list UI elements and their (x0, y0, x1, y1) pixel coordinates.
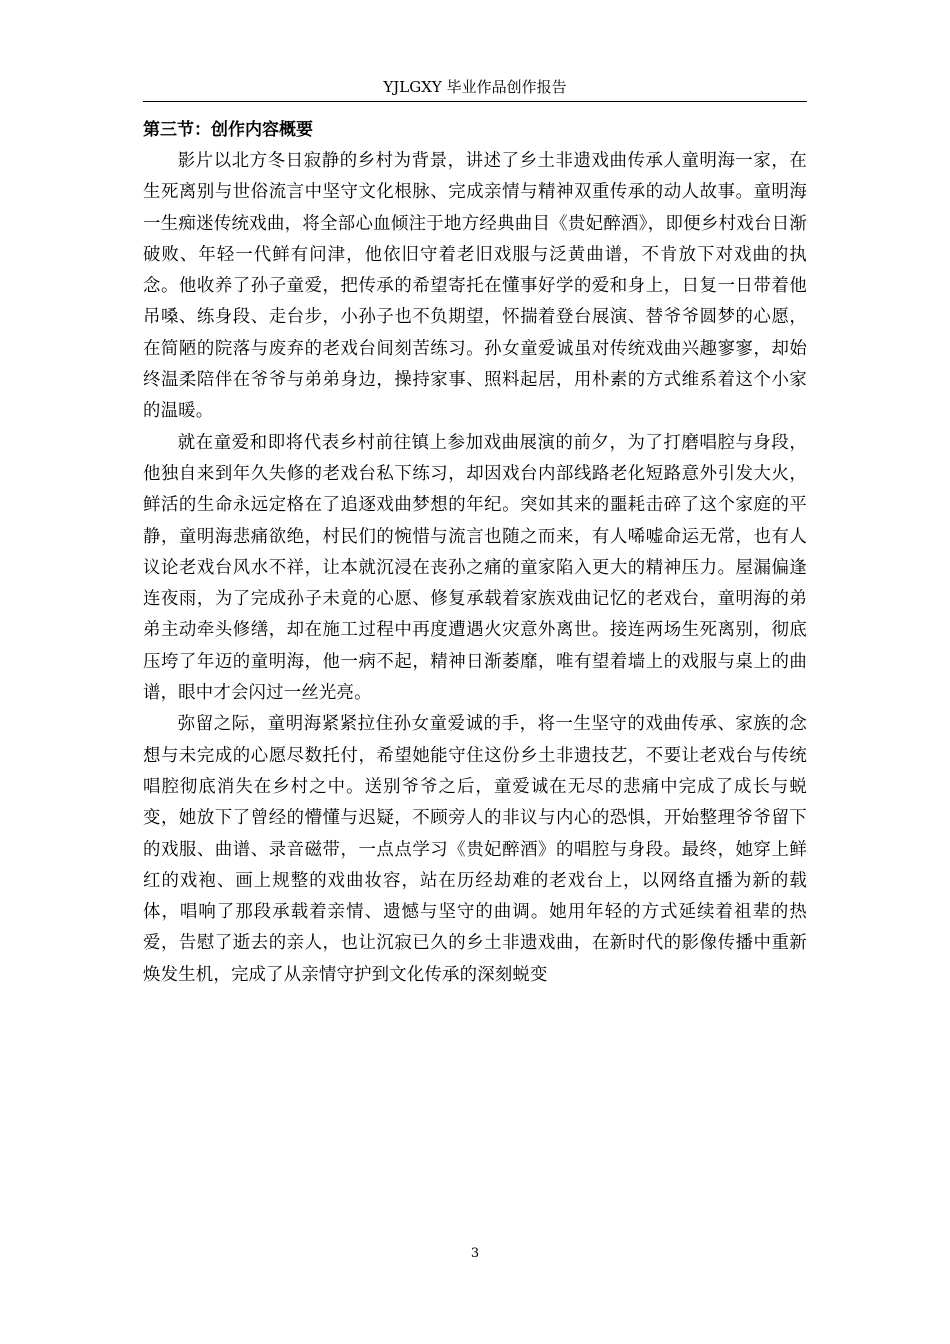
section-title: 第三节：创作内容概要 (143, 120, 313, 140)
header-title: YJLGXY 毕业作品创作报告 (383, 78, 567, 96)
page-number: 3 (470, 1246, 480, 1261)
paragraph-3: 弥留之际，童明海紧紧拉住孙女童爱诚的手，将一生坚守的戏曲传承、家族的念想与未完成的心愿尽数托付，希望她能守住这份乡土非遗技艺，不要让老戏台与传统唱腔彻底消失在乡村之中。送别爷爷之后，童爱诚在无尽的悲痛中完成了成长与蜕变，她放下了曾经的懵懂与迟疑，不顾旁人的非议与内心的恐惧，开始整理爷爷留下的戏服、曲谱、录音磁带，一点点学习《贵妃醉酒》的唱腔与身段。最终，她穿上鲜红的戏袍、画上规整的戏曲妆容，站在历经劫难的老戏台上，以网络直播为新的载体，唱响了那段承载着亲情、遗憾与坚守的曲调。她用年轻的方式延续着祖辈的热爱，告慰了逝去的亲人，也让沉寂已久的乡土非遗戏曲，在新时代的影像传播中重新焕发生机，完成了从亲情守护到文化传承的深刻蜕变 (143, 714, 807, 985)
paragraph-2: 就在童爱和即将代表乡村前往镇上参加戏曲展演的前夕，为了打磨唱腔与身段，他独自来到年久失修的老戏台私下练习，却因戏台内部线路老化短路意外引发大火，鲜活的生命永远定格在了追逐戏曲梦想的年纪。突如其来的噩耗击碎了这个家庭的平静，童明海悲痛欲绝，村民们的惋惜与流言也随之而来，有人唏嘘命运无常，也有人议论老戏台风水不祥，让本就沉浸在丧孙之痛的童家陷入更大的精神压力。屋漏偏逢连夜雨，为了完成孙子未竟的心愿、修复承载着家族戏曲记忆的老戏台，童明海的弟弟主动牵头修缮，却在施工过程中再度遭遇火灾意外离世。接连两场生死离别，彻底压垮了年迈的童明海，他一病不起，精神日渐萎靡，唯有望着墙上的戏服与桌上的曲谱，眼中才会闪过一丝光亮。 (143, 432, 807, 704)
document-body (143, 115, 807, 991)
page-header (143, 76, 807, 102)
paragraph-1: 影片以北方冬日寂静的乡村为背景，讲述了乡土非遗戏曲传承人童明海一家，在生死离别与世俗流言中坚守文化根脉、完成亲情与精神双重传承的动人故事。童明海一生痴迷传统戏曲，将全部心血倾注于地方经典曲目《贵妃醉酒》，即便乡村戏台日渐破败、年轻一代鲜有问津，他依旧守着老旧戏服与泛黄曲谱，不肯放下对戏曲的执念。他收养了孙子童爱，把传承的希望寄托在懂事好学的爱和身上，日复一日带着他吊嗓、练身段、走台步，小孙子也不负期望，怀揣着登台展演、替爷爷圆梦的心愿，在简陋的院落与废弃的老戏台间刻苦练习。孙女童爱诚虽对传统戏曲兴趣寥寥，却始终温柔陪伴在爷爷与弟弟身边，操持家事、照料起居，用朴素的方式维系着这个小家的温暖。 (143, 151, 807, 422)
